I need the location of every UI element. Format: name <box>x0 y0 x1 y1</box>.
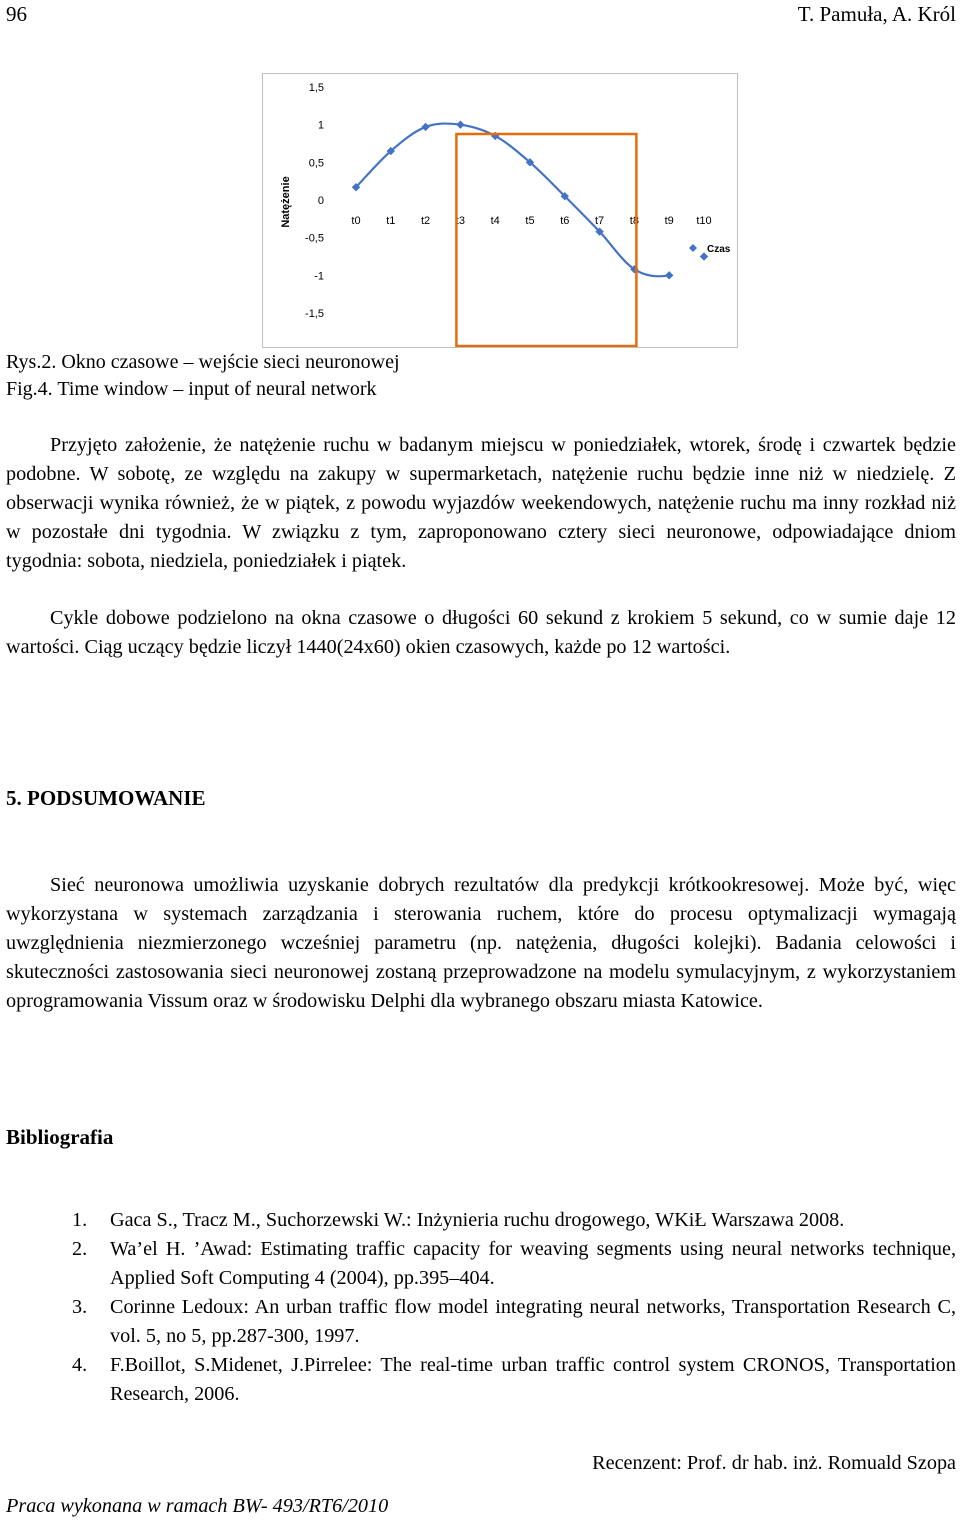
x-tick-label: t2 <box>421 215 431 227</box>
running-header-authors: T. Pamuła, A. Król <box>797 2 956 26</box>
figure-caption-en: Fig.4. Time window – input of neural network <box>6 378 377 400</box>
bibliography-item-text: Corinne Ledoux: An urban traffic flow model integrating neural networks, Transportation Research C, vol. 5, no 5, pp.287-300, 1997. <box>110 1296 956 1347</box>
section-heading-summary: 5. PODSUMOWANIE <box>6 786 206 810</box>
chart-frame <box>262 73 738 348</box>
funding-note: Praca wykonana w ramach BW- 493/RT6/2010 <box>6 1495 389 1517</box>
x-tick-label: t1 <box>386 215 396 227</box>
x-tick-label: t7 <box>595 215 605 227</box>
data-point <box>421 123 429 131</box>
x-tick-label: t8 <box>629 215 639 227</box>
body-paragraph-1: Przyjęto założenie, że natężenie ruchu w badanym miejscu w poniedziałek, wtorek, środę i czwartek będzie podobne. W sobotę, ze względu na zakupy w supermarketach, natężenie ruchu będzie inne niż w niedzielę. Z obserwacji wynika również, że w piątek, z powodu wyjazdów weekendowych, natężenie ruchu ma inny rozkład niż w pozostałe dni tygodnia. W związku z tym, zaproponowano cztery sieci neuronowe, odpowiadające dniom tygodnia: sobota, niedziela, poniedziałek i piątek. <box>6 434 956 572</box>
bibliography-item-number: 2. <box>72 1238 88 1260</box>
bibliography-item <box>6 1235 956 1293</box>
y-tick-label: 0,5 <box>308 157 324 170</box>
y-tick-label: -1 <box>314 270 324 283</box>
y-tick-label: -0,5 <box>305 232 324 245</box>
bibliography-item <box>6 1293 956 1351</box>
legend-marker <box>689 244 697 252</box>
x-tick-label: t10 <box>696 215 712 227</box>
y-tick-label: -1,5 <box>305 308 324 320</box>
reviewer-note: Recenzent: Prof. dr hab. inż. Romuald Szopa <box>592 1452 956 1474</box>
bibliography-item <box>6 1351 956 1409</box>
y-axis-label: Natężenie <box>280 176 292 228</box>
time-window-rectangle <box>456 134 636 346</box>
bibliography-item <box>6 1206 956 1235</box>
bibliography-item-text: Wa’el H. ’Awad: Estimating traffic capacity for weaving segments using neural networks technique, Applied Soft Computing 4 (2004), pp.395–404. <box>110 1238 956 1289</box>
body-paragraph-2: Cykle dobowe podzielono na okna czasowe o długości 60 sekund z krokiem 5 sekund, co w sumie daje 12 wartości. Ciąg uczący będzie liczył 1440(24x60) okien czasowych, każde po 12 wartości. <box>6 607 956 658</box>
y-tick-label: 1,5 <box>308 82 324 94</box>
bibliography-item-number: 4. <box>72 1354 88 1376</box>
x-tick-label: t4 <box>490 215 500 227</box>
x-tick-label: t3 <box>455 215 465 227</box>
bibliography-item-text: Gaca S., Tracz M., Suchorzewski W.: Inżynieria ruchu drogowego, WKiŁ Warszawa 2008. <box>110 1209 845 1231</box>
bibliography-item-number: 3. <box>72 1296 88 1318</box>
page-number: 96 <box>6 2 27 26</box>
bibliography-item-number: 1. <box>72 1209 88 1231</box>
x-tick-label: t6 <box>560 215 570 227</box>
figure-caption-pl: Rys.2. Okno czasowe – wejście sieci neuronowej <box>6 351 400 373</box>
summary-paragraph: Sieć neuronowa umożliwia uzyskanie dobrych rezultatów dla predykcji krótkookresowej. Może być, więc wykorzystana w systemach zarządzania i sterowania ruchem, które do procesu optymalizacji wymagają uwzględnienia niezmierzonego wcześniej parametru (np. natężenia, długości kolejki). Badania celowości i skuteczności zastosowania sieci neuronowej zostaną przeprowadzone na modelu symulacyjnym, z wykorzystaniem oprogramowania Vissum oraz w środowisku Delphi dla wybranego obszaru miasta Katowice. <box>6 874 956 1012</box>
y-tick-label: 1 <box>317 119 324 132</box>
series-line <box>356 124 669 277</box>
bibliography-item-text: F.Boillot, S.Midenet, J.Pirrelee: The real-time urban traffic control system CRONOS, Transportation Research, 2006. <box>110 1354 956 1405</box>
legend <box>689 244 731 255</box>
bibliography-list <box>6 1206 956 1409</box>
time-window-chart <box>263 74 737 347</box>
section-heading-bibliography: Bibliografia <box>6 1125 114 1149</box>
y-tick-label: 0 <box>317 195 324 207</box>
data-point <box>665 271 673 279</box>
legend-label: Czas <box>707 244 731 255</box>
data-point <box>456 120 464 128</box>
x-tick-label: t5 <box>525 215 535 227</box>
x-tick-label: t0 <box>351 215 361 227</box>
x-tick-label: t9 <box>664 215 674 227</box>
